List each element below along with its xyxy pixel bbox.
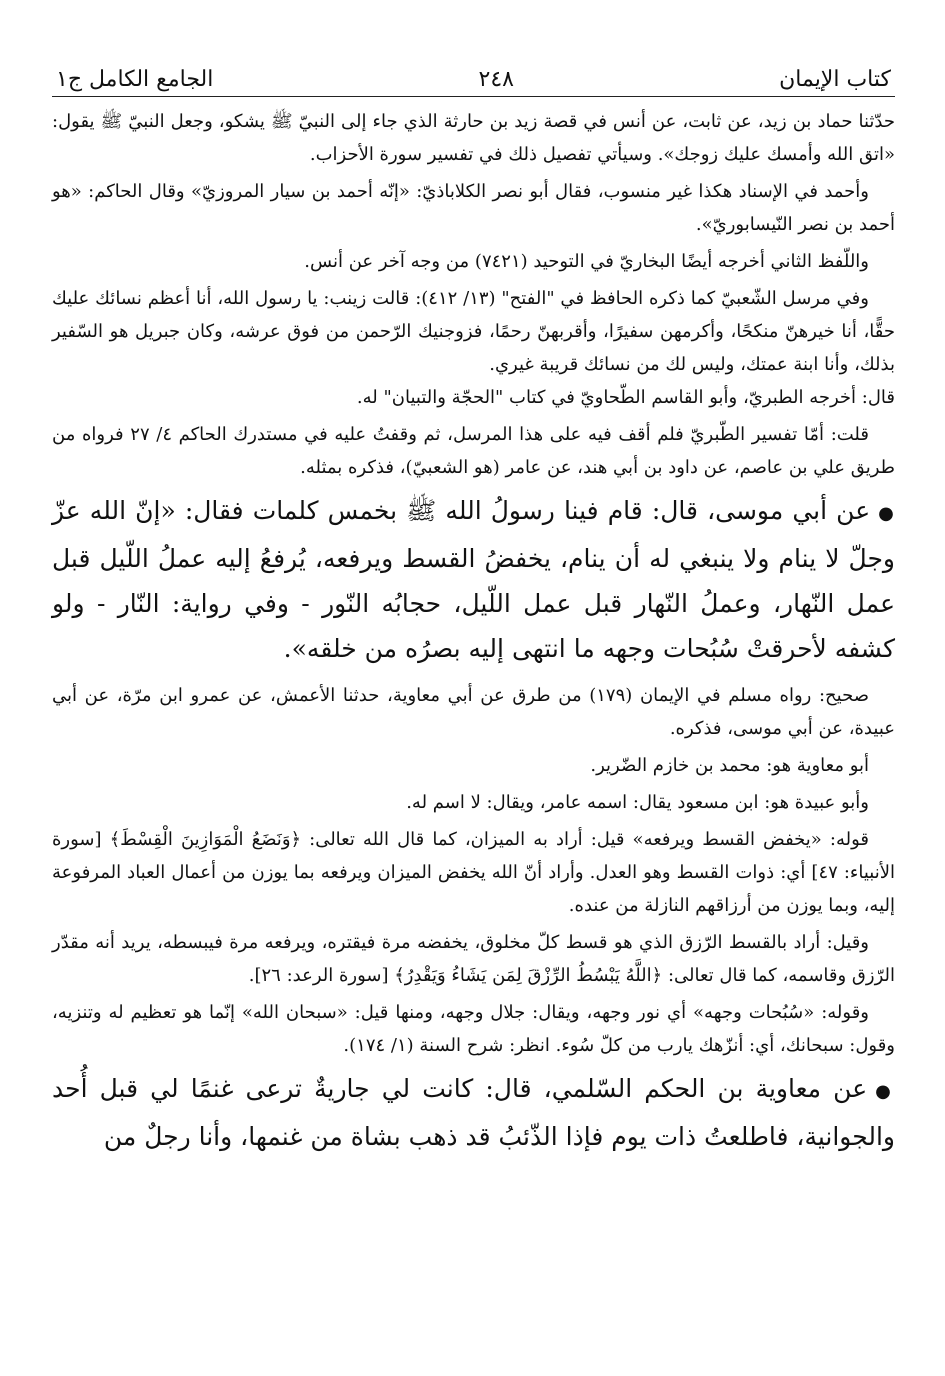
page-number: ٢٤٨: [478, 67, 514, 92]
paragraph: وقوله: «سُبُحات وجهه» أي نور وجهه، ويقال: جلال وجهه، ومنها قيل: «سبحان الله» إنّما هو تعظيم له وتنزيه، وقول: سبحانك، أي: أنزّهك يارب من كلّ سُوء. انظر: شرح السنة (١/ ١٧٤).: [52, 1002, 895, 1056]
page-body: [52, 105, 895, 1159]
bullet-icon: ●: [878, 503, 895, 524]
paragraph: قوله: «يخفض القسط ويرفعه» قيل: أراد به الميزان، كما قال الله تعالى: ﴿وَنَضَعُ الْمَوَازِينَ الْقِسْطَ﴾ [سورة الأنبياء: ٤٧] أي: ذوات القسط وهو العدل. وأراد أنّ الله يخفض الميزان ويرفعه بما يوزن من أعمال العباد المرفوعة إليه، وبما يوزن من أرزاقهم النازلة من عنده.: [52, 829, 895, 916]
book-title: الجامع الكامل ج١: [56, 67, 214, 92]
paragraph: وقيل: أراد بالقسط الرّزق الذي هو قسط كلّ مخلوق، يخفضه مرة فيقتره، ويرفعه مرة فيبسطه، يريد أنه مقدّر الرّزق وقاسمه، كما قال تعالى: ﴿اللَّهُ يَبْسُطُ الرِّزْقَ لِمَن يَشَاءُ وَيَقْدِرُ﴾ [سورة الرعد: ٢٦].: [52, 932, 895, 986]
paragraph: واللّفظ الثاني أخرجه أيضًا البخاريّ في التوحيد (٧٤٢١) من وجه آخر عن أنس.: [304, 251, 869, 272]
paragraph: صحيح: رواه مسلم في الإيمان (١٧٩) من طرق عن أبي معاوية، حدثنا الأعمش، عن عمرو ابن مرّة، عن أبي عبيدة، عن أبي موسى، فذكره.: [52, 685, 895, 739]
bullet-icon: ●: [875, 1081, 895, 1102]
hadith-paragraph: [52, 1066, 895, 1159]
paragraph: أبو معاوية هو: محمد بن خازم الضّرير.: [590, 755, 869, 776]
hadith-text: عن أبي موسى، قال: قام فينا رسولُ الله ﷺ بخمس كلمات فقال: «إنّ الله عزّ وجلّ لا ينام ولا ينبغي له أن ينام، يخفضُ القسط ويرفعه، يُرفعُ إليه عملُ اللّيل قبل عمل النّهار، وعملُ النّهار قبل عمل اللّيل، حجابُه النّور - وفي رواية: النّار - ولو كشفه لأحرقتْ سُبُحات وجهه ما انتهى إليه بصرُه من خلقه».: [52, 496, 895, 663]
paragraph: وأحمد في الإسناد هكذا غير منسوب، فقال أبو نصر الكلاباذيّ: «إنّه أحمد بن سيار المروزيّ» وقال الحاكم: «هو أحمد بن نصر النّيسابوريّ».: [52, 181, 895, 235]
hadith-text: عن معاوية بن الحكم السّلمي، قال: كانت لي جاريةٌ ترعى غنمًا لي قبل أُحد والجوانية، فاطلعتُ ذات يوم فإذا الذّئبُ قد ذهب بشاة من غنمها، وأنا رجلٌ من: [52, 1074, 895, 1151]
paragraph: وفي مرسل الشّعبيّ كما ذكره الحافظ في "الفتح" (١٣/ ٤١٢): قالت زينب: يا رسول الله، أنا أعظم نسائك عليك حقًّا، أنا خيرهنّ منكحًا، وأكرمهن سفيرًا، وأقربهنّ رحمًا، فزوجنيك الرّحمن من فوق عرشه، وكان جبريل هو السّفير بذلك، وأنا ابنة عمتك، وليس لك من نسائك قريبة غيري.: [52, 288, 895, 375]
document-page: [52, 48, 895, 1159]
paragraph: قلت: أمّا تفسير الطّبريّ فلم أقف فيه على هذا المرسل، ثم وقفتُ عليه في مستدرك الحاكم ٤/ ٢٧ فرواه من طريق علي بن عاصم، عن داود بن أبي هند، عن عامر (هو الشعبيّ)، فذكره بمثله.: [52, 424, 895, 478]
paragraph: وأبو عبيدة هو: ابن مسعود يقال: اسمه عامر، ويقال: لا اسم له.: [406, 792, 869, 813]
hadith-paragraph: [52, 488, 895, 671]
chapter-title: كتاب الإيمان: [779, 67, 891, 92]
paragraph: قال: أخرجه الطبريّ، وأبو القاسم الطّحاويّ في كتاب "الحجّة والتبيان" له.: [356, 387, 895, 408]
page-header: [52, 48, 895, 97]
paragraph: حدّثنا حماد بن زيد، عن ثابت، عن أنس في قصة زيد بن حارثة الذي جاء إلى النبيّ ﷺ يشكو، وجعل النبيّ ﷺ يقول: «اتق الله وأمسك عليك زوجك». وسيأتي تفصيل ذلك في تفسير سورة الأحزاب.: [52, 111, 895, 165]
